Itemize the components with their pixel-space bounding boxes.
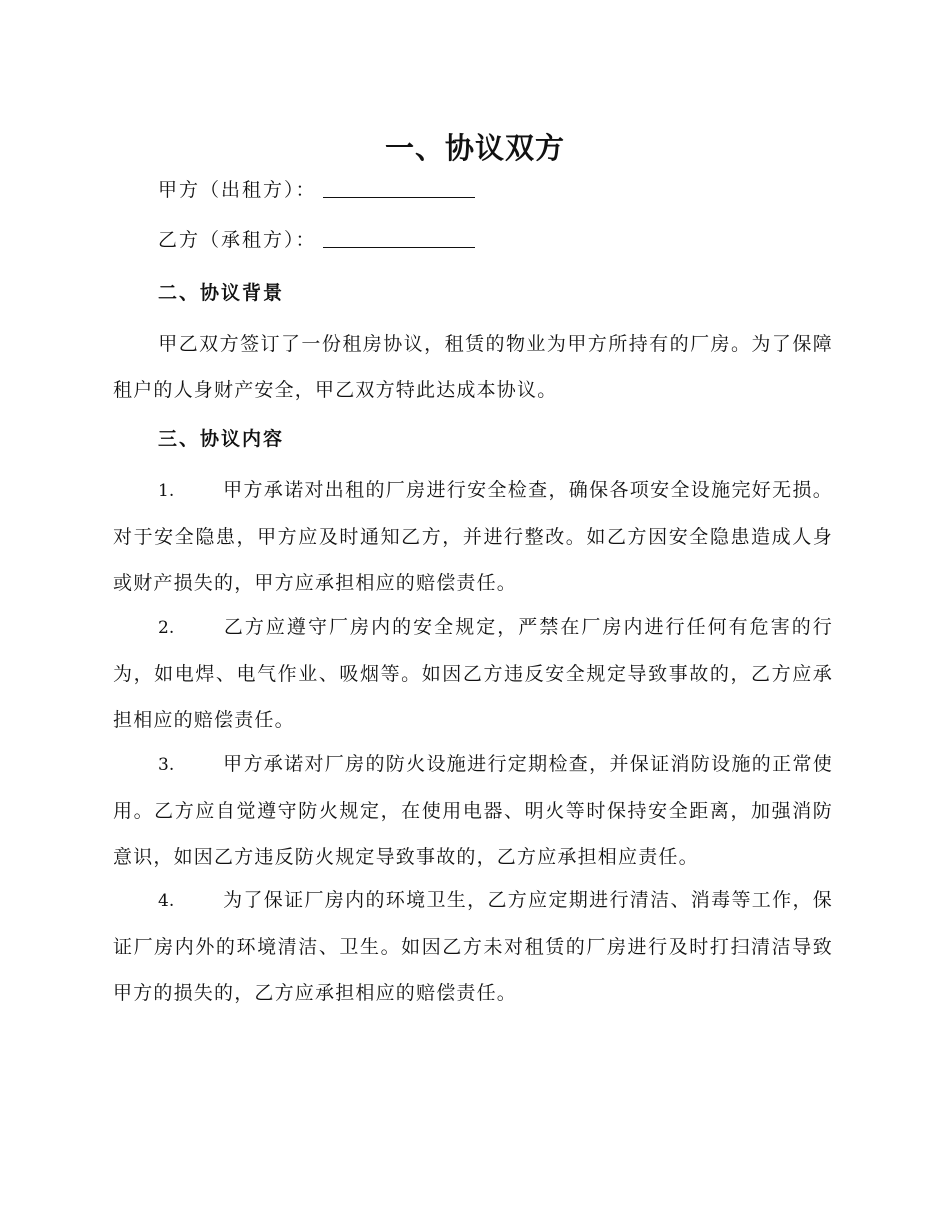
- item-text: 甲方承诺对出租的厂房进行安全检查，确保各项安全设施完好无损。对于安全隐患，甲方应及时通知乙方，并进行整改。如乙方因安全隐患造成人身或财产损失的，甲方应承担相应的赔偿责任。: [113, 479, 833, 594]
- party-a-blank[interactable]: [323, 177, 475, 198]
- list-item: [113, 741, 833, 880]
- section2-heading: 二、协议背景: [158, 282, 285, 304]
- item-text: 甲方承诺对厂房的防火设施进行定期检查，并保证消防设施的正常使用。乙方应自觉遵守防火规定，在使用电器、明火等时保持安全距离，加强消防意识，如因乙方违反防火规定导致事故的，乙方应承担相应责任。: [113, 753, 833, 868]
- list-item: [113, 877, 833, 1016]
- item-text: 乙方应遵守厂房内的安全规定，严禁在厂房内进行任何有危害的行为，如电焊、电气作业、吸烟等。如因乙方违反安全规定导致事故的，乙方应承担相应的赔偿责任。: [113, 616, 833, 731]
- item-number: 3.: [158, 755, 175, 775]
- section3-heading: 三、协议内容: [158, 428, 285, 450]
- item-number: 2.: [158, 618, 175, 638]
- party-b-label: 乙方（承租方）：: [158, 229, 317, 251]
- list-item: [113, 604, 833, 743]
- party-a-line: [158, 177, 878, 203]
- party-b-line: [158, 227, 878, 253]
- document-title: 一、协议双方: [384, 131, 565, 165]
- list-item: [113, 467, 833, 606]
- item-number: 1.: [158, 481, 175, 501]
- item-number: 4.: [158, 891, 175, 911]
- party-b-blank[interactable]: [323, 227, 475, 248]
- item-text: 为了保证厂房内的环境卫生，乙方应定期进行清洁、消毒等工作，保证厂房内外的环境清洁、卫生。如因乙方未对租赁的厂房进行及时打扫清洁导致甲方的损失的，乙方应承担相应的赔偿责任。: [113, 889, 833, 1004]
- section2-paragraph: [113, 321, 833, 413]
- section2-text: 甲乙双方签订了一份租房协议，租赁的物业为甲方所持有的厂房。为了保障租户的人身财产安全，甲乙双方特此达成本协议。: [113, 333, 833, 401]
- party-a-label: 甲方（出租方）：: [158, 179, 317, 201]
